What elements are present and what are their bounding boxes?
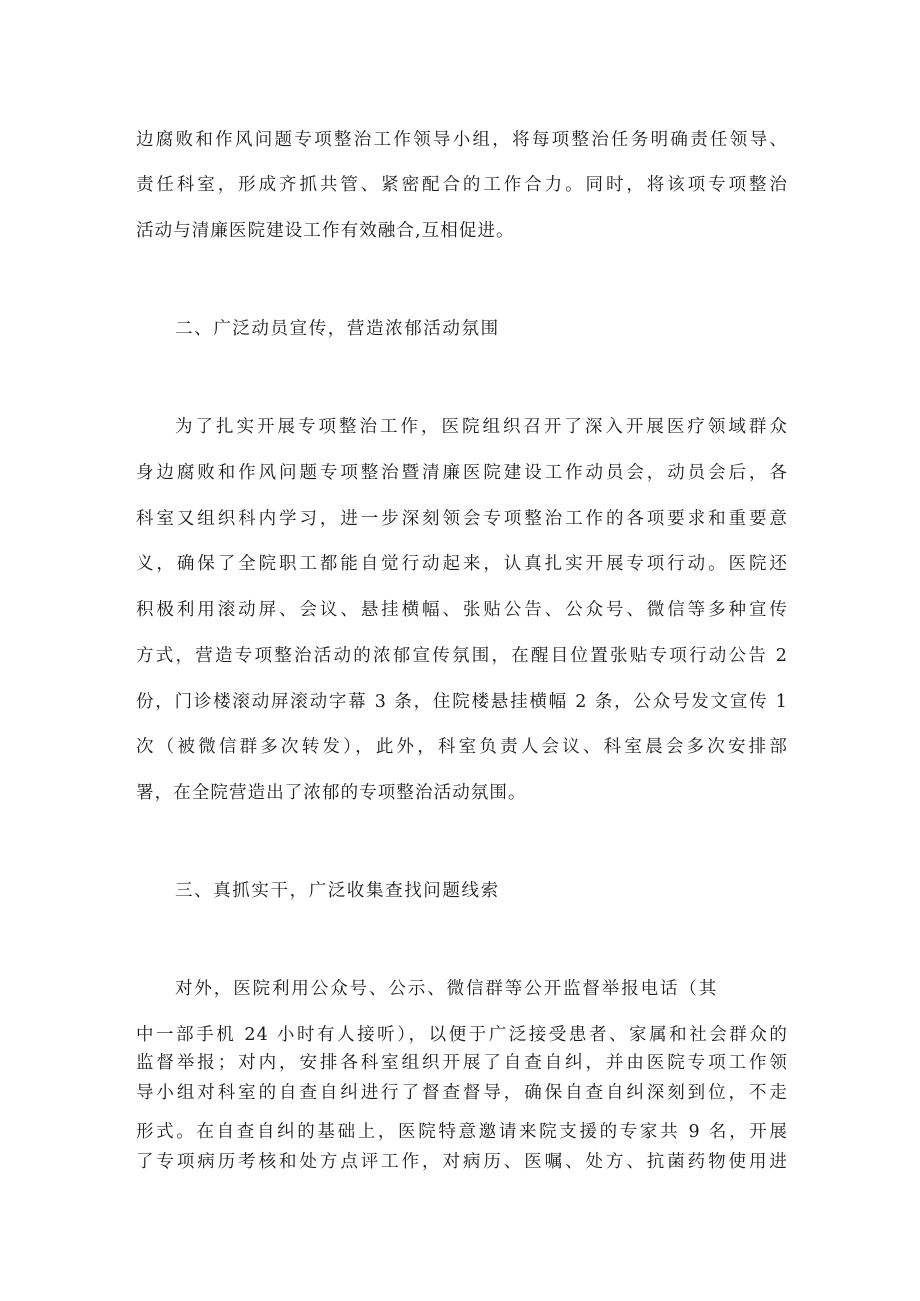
paragraph-line: 活动与清廉医院建设工作有效融合,互相促进。 xyxy=(136,221,515,241)
section-heading: 二、广泛动员宣传，营造浓郁活动氛围 xyxy=(175,319,500,339)
paragraph-line: 边腐败和作风问题专项整治工作领导小组，将每项整治任务明确责任领导、 xyxy=(136,130,788,150)
paragraph-line: 形式。在自查自纠的基础上，医院特意邀请来院支援的专家共 9 名，开展 xyxy=(136,1122,788,1142)
paragraph-line: 身边腐败和作风问题专项整治暨清廉医院建设工作动员会，动员会后，各 xyxy=(136,463,788,483)
paragraph-line: 份，门诊楼滚动屏滚动字幕 3 条，住院楼悬挂横幅 2 条，公众号发文宣传 1 xyxy=(136,692,788,712)
paragraph-line: 科室又组织科内学习，进一步深刻领会专项整治工作的各项要求和重要意 xyxy=(136,509,788,529)
paragraph-line: 对外，医院利用公众号、公示、微信群等公开监督举报电话（其 xyxy=(175,979,719,999)
paragraph-line: 义，确保了全院职工都能自觉行动起来，认真扎实开展专项行动。医院还 xyxy=(136,554,788,574)
paragraph-line: 监督举报；对内，安排各科室组织开展了自查自纠，并由医院专项工作领 xyxy=(136,1053,788,1073)
paragraph-line: 中一部手机 24 小时有人接听），以便于广泛接受患者、家属和社会群众的 xyxy=(136,1025,788,1045)
paragraph-line: 署，在全院营造出了浓郁的专项整治活动氛围。 xyxy=(136,783,527,803)
paragraph-line: 次（被微信群多次转发），此外，科室负责人会议、科室晨会多次安排部 xyxy=(136,737,788,757)
paragraph-line: 为了扎实开展专项整治工作，医院组织召开了深入开展医疗领域群众 xyxy=(175,417,788,437)
paragraph-line: 积极利用滚动屏、会议、悬挂横幅、张贴公告、公众号、微信等多种宣传 xyxy=(136,600,788,620)
paragraph-line: 责任科室，形成齐抓共管、紧密配合的工作合力。同时，将该项专项整治 xyxy=(136,175,788,195)
section-heading: 三、真抓实干，广泛收集查找问题线索 xyxy=(175,881,500,901)
paragraph-line: 方式，营造专项整治活动的浓郁宣传氛围，在醒目位置张贴专项行动公告 2 xyxy=(136,646,788,666)
paragraph-line: 了专项病历考核和处方点评工作，对病历、医嘱、处方、抗菌药物使用进 xyxy=(136,1152,788,1172)
paragraph-line: 导小组对科室的自查自纠进行了督查督导，确保自查自纠深刻到位，不走 xyxy=(136,1083,788,1103)
